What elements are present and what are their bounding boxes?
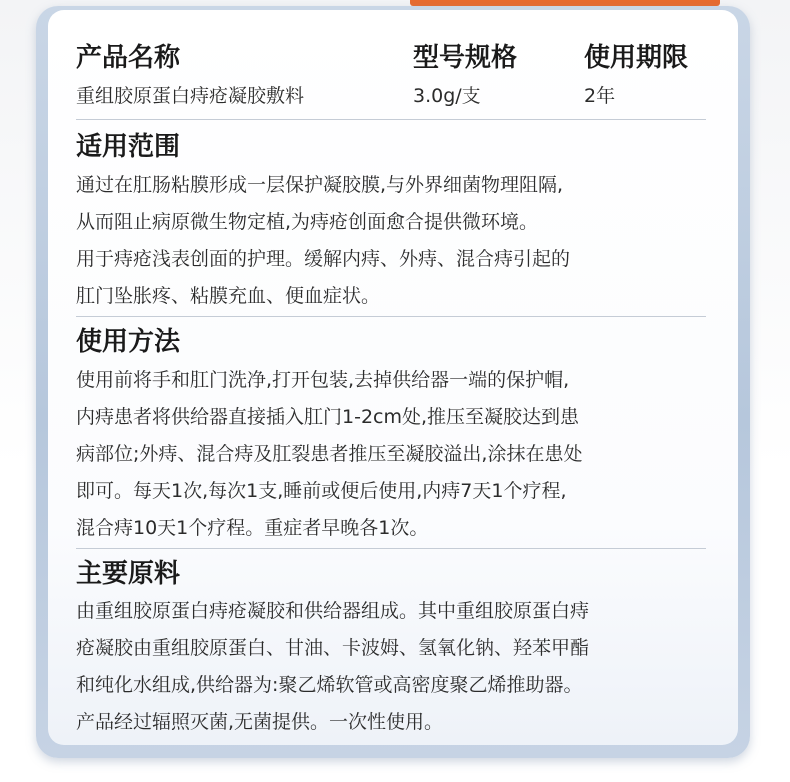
usage-line: 病部位;外痔、混合痔及肛裂患者推压至凝胶溢出,涂抹在患处 — [76, 443, 583, 465]
usage-text — [76, 362, 736, 547]
product-name-value: 重组胶原蛋白痔疮凝胶敷料 — [76, 85, 305, 107]
model-header: 型号规格 — [413, 43, 518, 73]
product-name-header: 产品名称 — [76, 43, 181, 73]
ingredients-line: 产品经过辐照灭菌,无菌提供。一次性使用。 — [76, 711, 444, 733]
scope-line: 从而阻止病原微生物定植,为痔疮创面愈合提供微环境。 — [76, 211, 539, 233]
scope-title: 适用范围 — [76, 132, 181, 162]
divider — [76, 316, 706, 317]
scope-text — [76, 167, 736, 315]
usage-title: 使用方法 — [76, 327, 181, 357]
scope-line: 肛门坠胀疼、粘膜充血、便血症状。 — [76, 285, 381, 307]
usage-line: 即可。每天1次,每次1支,睡前或便后使用,内痔7天1个疗程, — [76, 480, 567, 502]
ingredients-text — [76, 593, 736, 741]
divider — [76, 119, 706, 120]
usage-line: 混合痔10天1个疗程。重症者早晚各1次。 — [76, 517, 429, 539]
usage-line: 内痔患者将供给器直接插入肛门1-2cm处,推压至凝胶达到患 — [76, 406, 580, 428]
scope-line: 用于痔疮浅表创面的护理。缓解内痔、外痔、混合痔引起的 — [76, 248, 571, 270]
ingredients-line: 和纯化水组成,供给器为:聚乙烯软管或高密度聚乙烯推助器。 — [76, 674, 583, 696]
scope-line: 通过在肛肠粘膜形成一层保护凝胶膜,与外界细菌物理阻隔, — [76, 174, 564, 196]
validity-value: 2年 — [584, 85, 616, 107]
validity-header: 使用期限 — [584, 43, 689, 73]
ingredients-title: 主要原料 — [76, 559, 181, 589]
ingredients-line: 疮凝胶由重组胶原蛋白、甘油、卡波姆、氢氧化钠、羟苯甲酯 — [76, 637, 590, 659]
divider — [76, 548, 706, 549]
usage-line: 使用前将手和肛门洗净,打开包装,去掉供给器一端的保护帽, — [76, 369, 570, 391]
ingredients-line: 由重组胶原蛋白痔疮凝胶和供给器组成。其中重组胶原蛋白痔 — [76, 600, 590, 622]
model-value: 3.0g/支 — [413, 85, 481, 107]
